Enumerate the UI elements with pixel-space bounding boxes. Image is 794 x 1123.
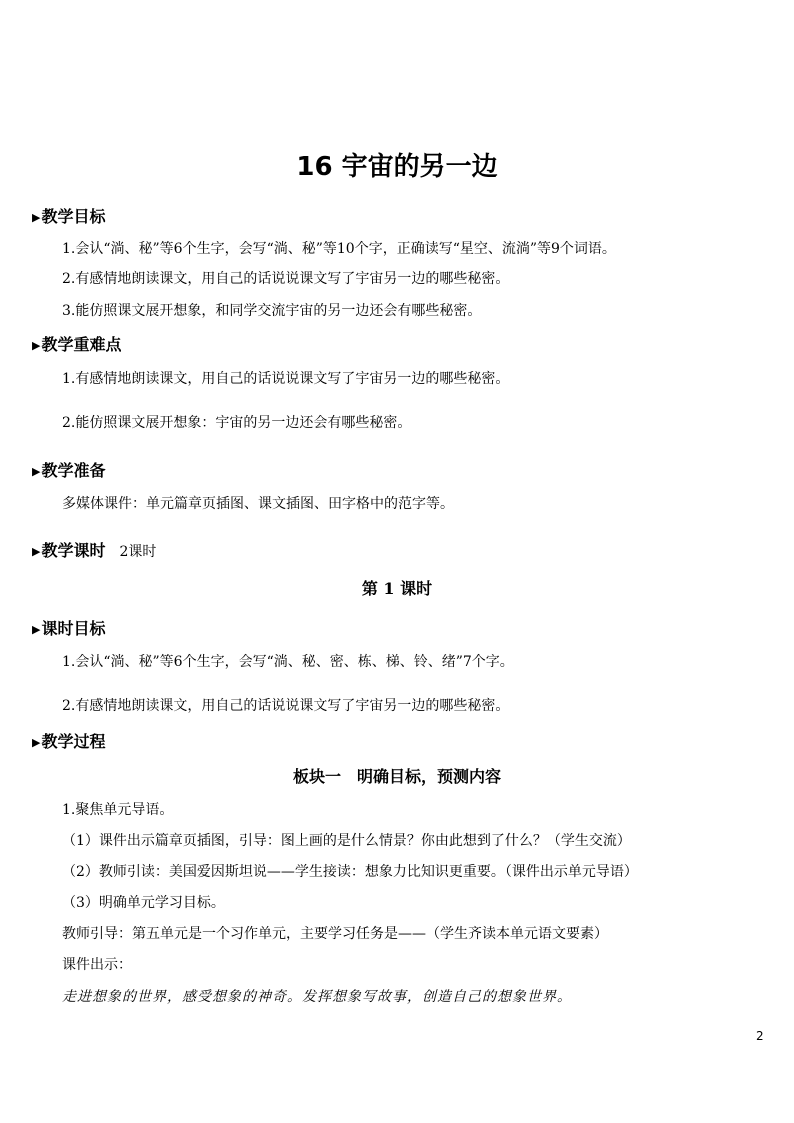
triangle-bullet-icon: ▶ — [32, 211, 41, 224]
heading-text: 教学课时 — [41, 541, 106, 560]
key-point-item: 1.有感情地朗读课文，用自己的话说说课文写了宇宙另一边的哪些秘密。 — [62, 371, 510, 387]
section-heading-process — [32, 729, 105, 752]
hours-value: 2课时 — [119, 544, 157, 560]
preparation-text: 多媒体课件：单元篇章页插图、课文插图、田字格中的范字等。 — [62, 496, 454, 512]
section-heading-preparation — [32, 458, 105, 481]
heading-text: 教学准备 — [41, 461, 106, 480]
heading-text: 课时目标 — [41, 619, 106, 638]
triangle-bullet-icon: ▶ — [32, 623, 41, 636]
triangle-bullet-icon: ▶ — [32, 339, 41, 352]
process-line: （1）课件出示篇章页插图，引导：图上画的是什么情景？你由此想到了什么？（学生交流） — [62, 833, 631, 849]
heading-text: 教学过程 — [41, 732, 106, 751]
goal-item: 1.会认“淌、秘”等6个生字，会写“淌、秘”等10个字，正确读写“星空、流淌”等9个词语。 — [62, 241, 616, 257]
process-line: 教师引导：第五单元是一个习作单元，主要学习任务是——（学生齐读本单元语文要素） — [62, 926, 608, 942]
key-point-item: 2.能仿照课文展开想象：宇宙的另一边还会有哪些秘密。 — [62, 415, 412, 431]
section-heading-key-points — [32, 332, 121, 355]
section-heading-hours — [32, 538, 156, 561]
section-heading-goals — [32, 204, 105, 227]
process-line: （3）明确单元学习目标。 — [62, 895, 225, 911]
process-line: （2）教师引读：美国爱因斯坦说——学生接读：想象力比知识更重要。（课件出示单元导语） — [62, 864, 638, 880]
process-line: 1.聚焦单元导语。 — [62, 802, 174, 818]
block-title: 板块一 明确目标，预测内容 — [292, 767, 501, 786]
triangle-bullet-icon: ▶ — [32, 465, 41, 478]
triangle-bullet-icon: ▶ — [32, 545, 41, 558]
lesson-goal-item: 1.会认“淌、秘”等6个生字，会写“淌、秘、密、栋、梯、铃、绪”7个字。 — [62, 654, 514, 670]
section-heading-lesson-goals — [32, 616, 105, 639]
triangle-bullet-icon: ▶ — [32, 736, 41, 749]
lesson-heading: 第 1 课时 — [361, 579, 433, 598]
page-number: 2 — [756, 1029, 764, 1043]
heading-text: 教学目标 — [41, 207, 106, 226]
goal-item: 3.能仿照课文展开想象，和同学交流宇宙的另一边还会有哪些秘密。 — [62, 303, 482, 319]
goal-item: 2.有感情地朗读课文，用自己的话说说课文写了宇宙另一边的哪些秘密。 — [62, 271, 510, 287]
process-line: 课件出示： — [62, 957, 132, 973]
document-title: 16 宇宙的另一边 — [296, 152, 498, 182]
heading-text: 教学重难点 — [41, 335, 122, 354]
slide-text: 走进想象的世界，感受想象的神奇。发挥想象写故事，创造自己的想象世界。 — [62, 989, 572, 1005]
lesson-goal-item: 2.有感情地朗读课文，用自己的话说说课文写了宇宙另一边的哪些秘密。 — [62, 698, 510, 714]
